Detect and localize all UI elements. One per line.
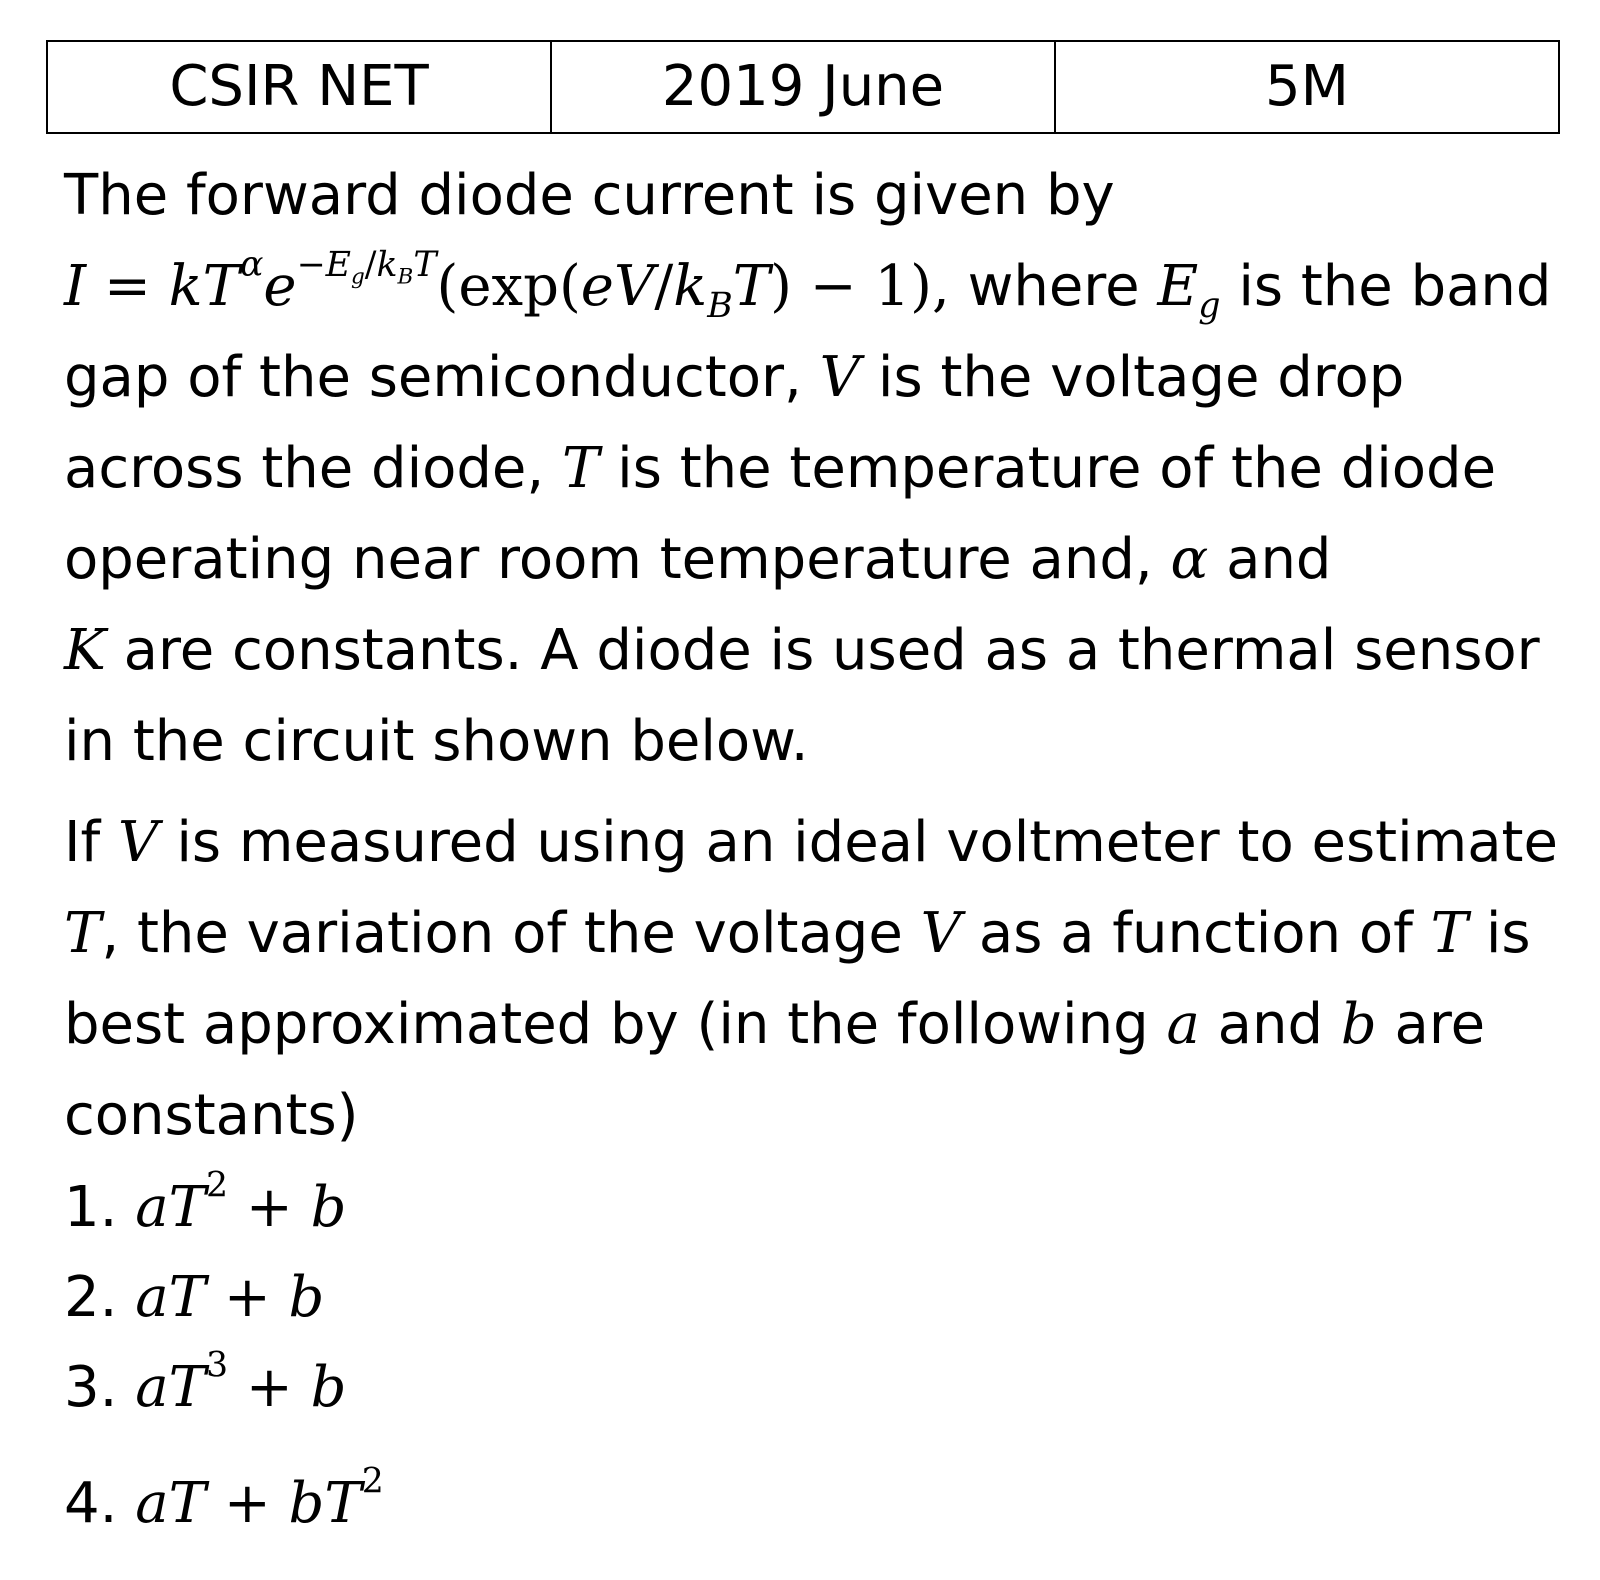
question-body — [64, 150, 1564, 1549]
exam-name-cell: CSIR NET — [169, 54, 429, 119]
question-paragraph-2: If V is measured using an ideal voltmeter to estimate T, the variation of the voltage V as a function of T is best approximated by (in the following a and b are constants) — [64, 810, 1558, 1148]
marks-cell: 5M — [1054, 42, 1558, 132]
answer-options — [64, 1163, 1564, 1549]
exam-session-cell: 2019 June — [550, 42, 1054, 132]
option-4[interactable]: 4. aT + $bT^2$ — [64, 1461, 384, 1536]
question-paragraph-1: The forward diode current is given by $I = kT^\alpha e^{-E_g/k_BT}(\exp(eV/k_BT) - 1)$, where $E_g$ is the band gap of the semiconductor, V is the voltage drop across the diode, T is the temperature of the diode operating near room temperature and, α and K are constants. A diode is used as a thermal sensor in the circuit shown below. — [64, 163, 1552, 774]
option-2[interactable]: 2. aT + b — [64, 1265, 325, 1330]
option-3[interactable]: 3. $aT^3 + b$ — [64, 1345, 347, 1420]
diode-current-equation: $I = kT^\alpha e^{-E_g/k_BT}(\exp(eV/k_BT) - 1)$, — [64, 244, 950, 327]
option-1[interactable]: 1. $aT^2 + b$ — [64, 1165, 347, 1240]
question-header-table — [46, 40, 1560, 134]
